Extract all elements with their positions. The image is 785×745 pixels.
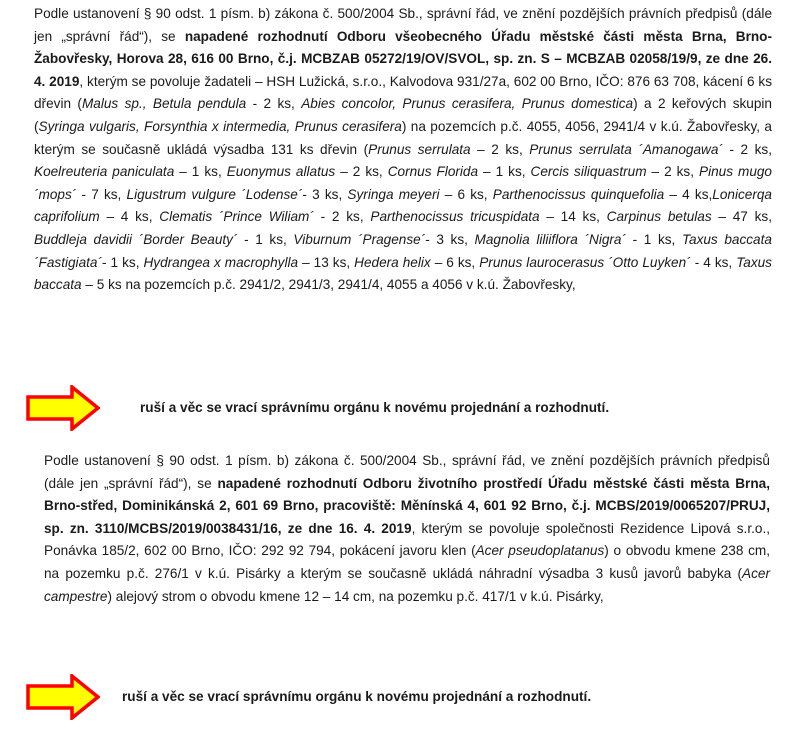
text-segment: Podle ustanovení § 90 odst. 1 písm. b) zákona č. 500/2004 Sb., správní řád, ve znění pozdějších právních předpisů (dále jen „správní řád“), se — [44, 453, 770, 491]
species-name: Taxus baccata — [34, 254, 772, 293]
verdict-text: ruší a věc se vrací správnímu orgánu k novému projednání a rozhodnutí. — [140, 400, 610, 415]
text-segment: - 4 ks, — [690, 254, 737, 270]
text-segment: – 13 ks, — [298, 254, 355, 270]
text-segment: - 1 ks, — [626, 231, 682, 247]
species-name: Hedera helix — [354, 254, 431, 270]
species-name: Magnolia liliiflora ´Nigra´ — [474, 231, 627, 247]
species-name: Parthenocissus quinquefolia — [492, 186, 665, 202]
text-segment: – 1 ks, — [478, 164, 531, 180]
text-segment: – 4 ks, — [664, 186, 713, 202]
arrow-right-icon — [26, 674, 100, 720]
species-name: Cornus Florida — [387, 164, 479, 180]
text-segment: - 2 ks, — [313, 209, 371, 225]
species-name: Koelreuteria paniculata — [34, 164, 175, 180]
species-name: Acer campestre — [44, 565, 770, 604]
text-segment: , kterým se povoluje společnosti Rezidence Lipová s.r.o., Ponávka 185/2, 602 00 Brno, IČO: 292 92 794, pokácení javoru klen ( — [44, 520, 771, 559]
text-segment: ) o obvodu kmene 238 cm, na pozemku p.č. 276/1 v k.ú. Pisárky a kterým se současně ukládá náhradní výsadba 3 kusů javorů babyka ( — [44, 543, 771, 581]
text-segment: – 2 ks, — [470, 141, 530, 157]
text-segment: – 4 ks, — [99, 209, 160, 225]
text-segment: ) alejový strom o obvodu kmene 12 – 14 cm, na pozemku p.č. 417/1 v k.ú. Pisárky, — [107, 588, 604, 604]
verdict-text: ruší a věc se vrací správnímu orgánu k novému projednání a rozhodnutí. — [122, 689, 592, 704]
text-segment: – 2 ks, — [335, 164, 388, 180]
species-name: Carpinus betulas — [606, 209, 712, 225]
arrow-right-icon — [26, 385, 100, 431]
species-name: Hydrangea x macrophylla — [143, 254, 299, 270]
species-name: Buddleja davidii ´Border Beauty´ — [34, 231, 238, 247]
species-name: Taxus baccata ´Fastigiata´ — [34, 231, 772, 270]
text-segment: – 5 ks na pozemcích p.č. 2941/2, 2941/3, 2941/4, 4055 a 4056 v k.ú. Žabovřesky, — [81, 277, 576, 293]
species-name: Syringa meyeri — [347, 186, 440, 202]
decision-2-text — [44, 450, 770, 608]
species-name: Pinus mugo ´mops´ — [34, 164, 772, 202]
text-segment: – 1 ks, — [174, 164, 227, 180]
species-name: Syringa vulgaris, Forsynthia x intermedia, Prunus cerasifera — [38, 118, 402, 134]
verdict-row-2 — [26, 674, 766, 720]
text-segment: Podle ustanovení § 90 odst. 1 písm. b) zákona č. 500/2004 Sb., správní řád, ve znění pozdějších právních předpisů (dále jen „správní řád“), se — [34, 6, 772, 44]
text-segment: ) a 2 keřových skupin ( — [34, 96, 772, 134]
species-name: Euonymus allatus — [226, 164, 336, 180]
species-name: Prunus serrulata — [368, 141, 471, 157]
species-name: Ligustrum vulgure ´Lodense´ — [126, 186, 303, 202]
species-name: Lonicerqa caprifolium — [34, 186, 772, 225]
text-segment: - 1 ks, — [237, 231, 294, 247]
decision-subject-bold: napadené rozhodnutí Odboru životního prostředí Úřadu městské části města Brna, Brno-střed, Dominikánská 2, 601 69 Brno, pracoviště: Měnínská 4, 601 92 Brno, č.j. MCBS/2019/0065207/PRUJ, sp. zn. 3110/MCBS/2019/0038431/16, ze dne 16. 4. 2019 — [44, 475, 770, 536]
species-name: Clematis ´Prince Wiliam´ — [159, 209, 314, 225]
verdict-row-1 — [26, 385, 766, 431]
species-name: Malus sp., Betula pendula — [81, 96, 247, 112]
text-segment: - 3 ks, — [302, 186, 348, 202]
species-name: Cercis siliquastrum — [530, 164, 647, 180]
text-segment: – 14 ks, — [539, 209, 607, 225]
decision-subject-bold: napadené rozhodnutí Odboru všeobecného Úřadu městské části města Brna, Brno-Žabovřesky, Horova 28, 616 00 Brno, č.j. MCBZAB 05272/19/OV/SVOL, sp. zn. S – MCBZAB 02058/19/9, ze dne 26. 4. 2019 — [34, 28, 773, 89]
species-name: Viburnum ´Pragense´ — [293, 231, 426, 247]
text-segment: – 6 ks, — [439, 186, 493, 202]
text-segment: – 2 ks, — [646, 164, 699, 180]
text-segment: - 2 ks, — [722, 141, 772, 157]
text-segment: - 2 ks, — [246, 96, 302, 112]
decision-1-text — [34, 3, 772, 297]
species-name: Parthenocissus tricuspidata — [370, 209, 540, 225]
text-segment: – 6 ks, — [430, 254, 480, 270]
text-segment: - 1 ks, — [102, 254, 144, 270]
text-segment: – 47 ks, — [711, 209, 772, 225]
species-name: Acer pseudoplatanus — [475, 543, 605, 559]
text-segment: , kterým se povoluje žadateli – HSH Lužická, s.r.o., Kalvodova 931/27a, 602 00 Brno, IČO: 876 63 708, kácení 6 ks dřevin ( — [34, 73, 772, 112]
species-name: Abies concolor, Prunus cerasifera, Prunus domestica — [301, 96, 634, 112]
species-name: Prunus laurocerasus ´Otto Luyken´ — [479, 254, 691, 270]
species-name: Prunus serrulata ´Amanogawa´ — [529, 141, 723, 157]
text-segment: - 3 ks, — [425, 231, 475, 247]
text-segment: ) na pozemcích p.č. 4055, 4056, 2941/4 v k.ú. Žabovřesky, a kterým se současně ukládá výsadba 131 ks dřevin ( — [34, 118, 772, 157]
text-segment: - 7 ks, — [76, 186, 127, 202]
